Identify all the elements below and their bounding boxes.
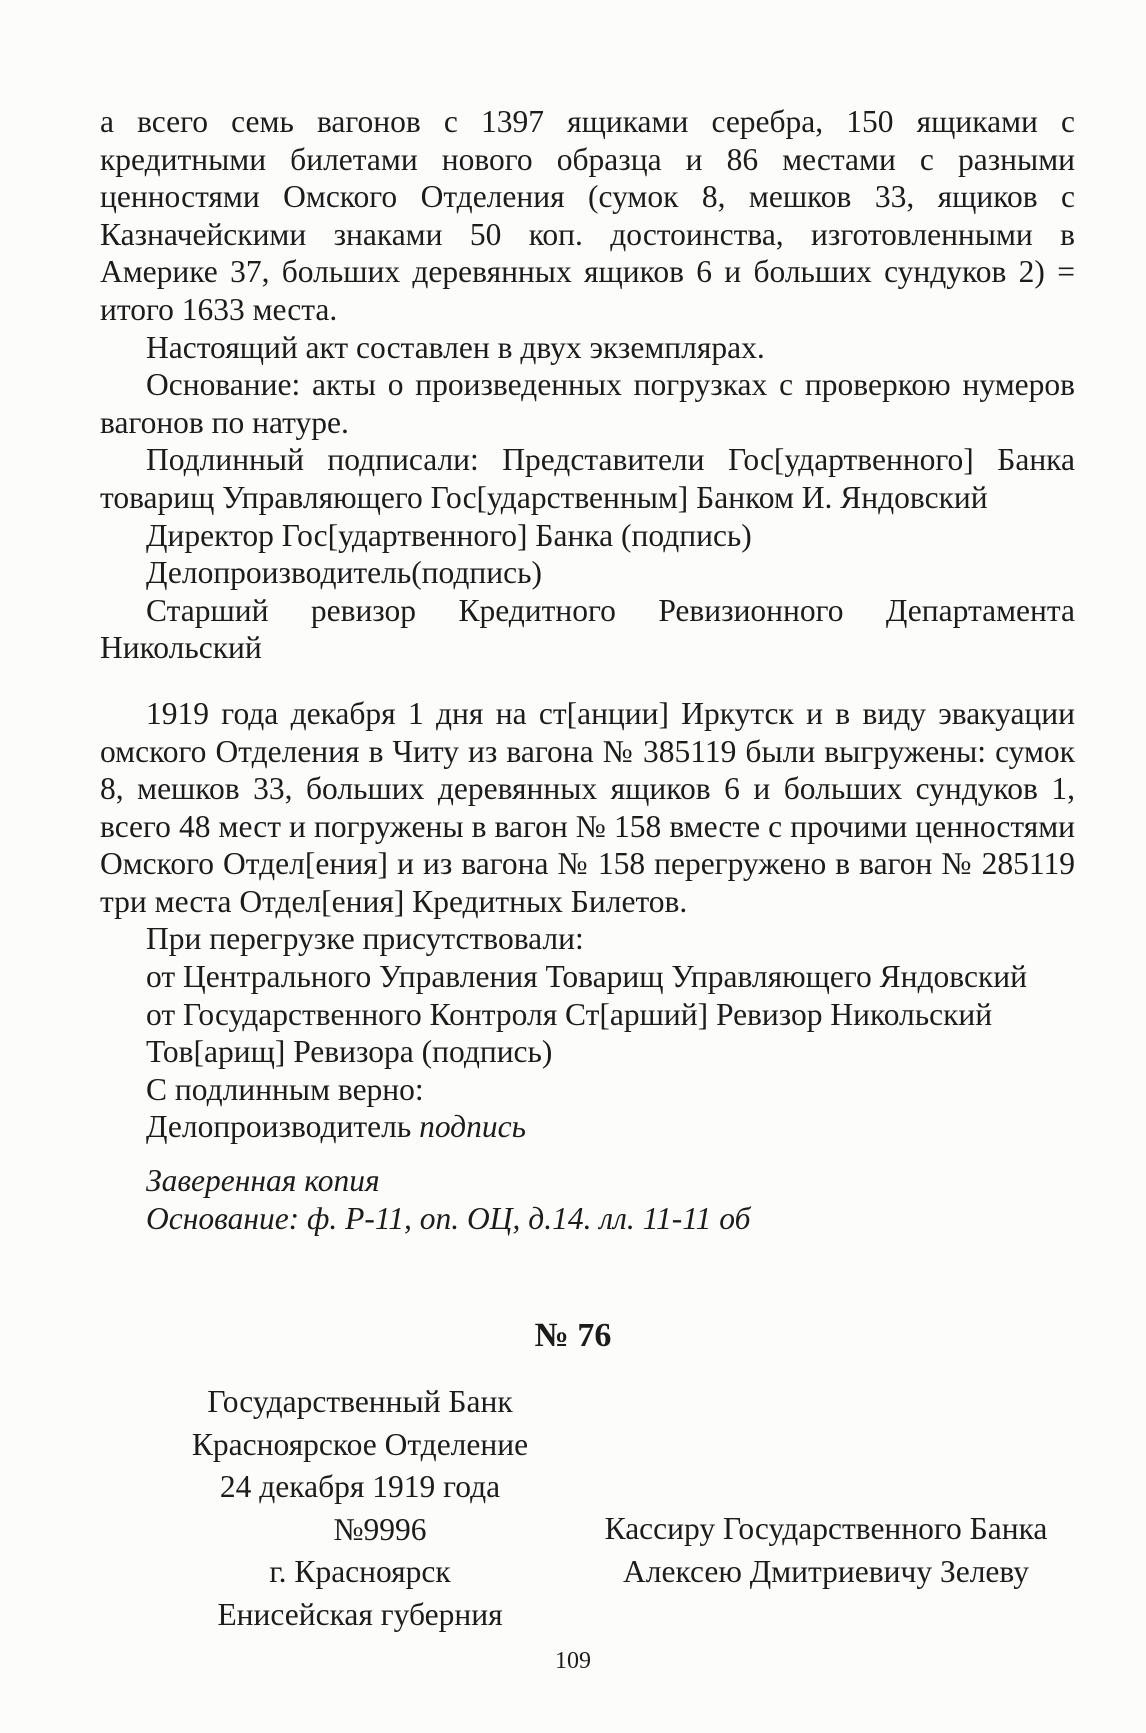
text-line: При перегрузке присутствовали: — [146, 921, 584, 957]
text-line: от Центрального Управления Товарищ Управляющего Яндовский — [146, 959, 1027, 995]
letterhead-line: Государственный Банк — [207, 1384, 513, 1419]
text-line: С подлинным верно: — [146, 1071, 424, 1107]
page-number: 109 — [555, 1648, 591, 1674]
paragraph: 1919 года декабря 1 дня на ст[анции] Иркутск и в виду эвакуации омского Отделения в Читу из вагона № 385119 были выгружены: сумок 8, мешков 33, больших деревянных ящиков 6 и больших сундуков 1, всего 48 мест и погружены в вагон № 158 вместе с прочими ценностями Омского Отдел[ения] и из вагона № 158 перегружено в вагон № 285119 три места Отдел[ения] Кредитных Билетов. — [100, 695, 1075, 919]
signature-line: Делопроизводитель(подпись) — [146, 555, 542, 591]
main-text — [100, 103, 1075, 1237]
archive-reference: Основание: ф. Р-11, оп. ОЦ, д.14. лл. 11-11 об — [146, 1200, 751, 1236]
addressee — [586, 1508, 1066, 1593]
signature-italic: подпись — [419, 1109, 526, 1145]
letterhead-line: Красноярское Отделение — [191, 1426, 529, 1462]
text-line: от Государственного Контроля Ст[арший] Ревизор Никольский — [146, 996, 993, 1032]
letterhead-number: №9996 — [333, 1511, 427, 1547]
letterhead-date: 24 декабря 1919 года — [219, 1469, 501, 1504]
document-number-title: № 76 — [534, 1317, 612, 1354]
letterhead-region: Енисейская губерния — [217, 1596, 503, 1632]
spacer — [100, 667, 1075, 695]
signature-line: Директор Гос[удартвенного] Банка (подпись) — [146, 517, 752, 553]
addressee-line: Алексею Дмитриевичу Зелеву — [623, 1553, 1029, 1589]
letterhead-city: г. Красноярск — [269, 1554, 451, 1589]
text-line — [100, 1108, 1075, 1146]
paragraph: Старший ревизор Кредитного Ревизионного Департамента Никольский — [100, 592, 1075, 666]
paragraph: а всего семь вагонов с 1397 ящиками серебра, 150 ящиками с кредитными билетами нового образца и 86 местами с разными ценностями Омского Отделения (сумок 8, мешков 33, ящиков с Казначейскими знаками 50 коп. достоинства, изготовленными в Америке 37, больших деревянных ящиков 6 и больших сундуков 2) = итого 1633 места. — [100, 104, 1075, 327]
addressee-line: Кассиру Государственного Банка — [604, 1511, 1048, 1546]
certified-copy-note: Заверенная копия — [146, 1163, 380, 1199]
clerk-label: Делопроизводитель — [146, 1109, 420, 1145]
paragraph: Подлинный подписали: Представители Гос[удартвенного] Банка товарищ Управляющего Гос[ударственным] Банком И. Яндовский — [100, 442, 1075, 515]
text-line: Тов[арищ] Ревизора (подпись) — [146, 1034, 553, 1070]
paragraph: Настоящий акт составлен в двух экземплярах. — [146, 329, 765, 365]
letterhead — [150, 1381, 570, 1636]
spacer — [100, 1146, 1075, 1162]
paragraph: Основание: акты о произведенных погрузках с проверкою нумеров вагонов по натуре. — [100, 367, 1075, 440]
